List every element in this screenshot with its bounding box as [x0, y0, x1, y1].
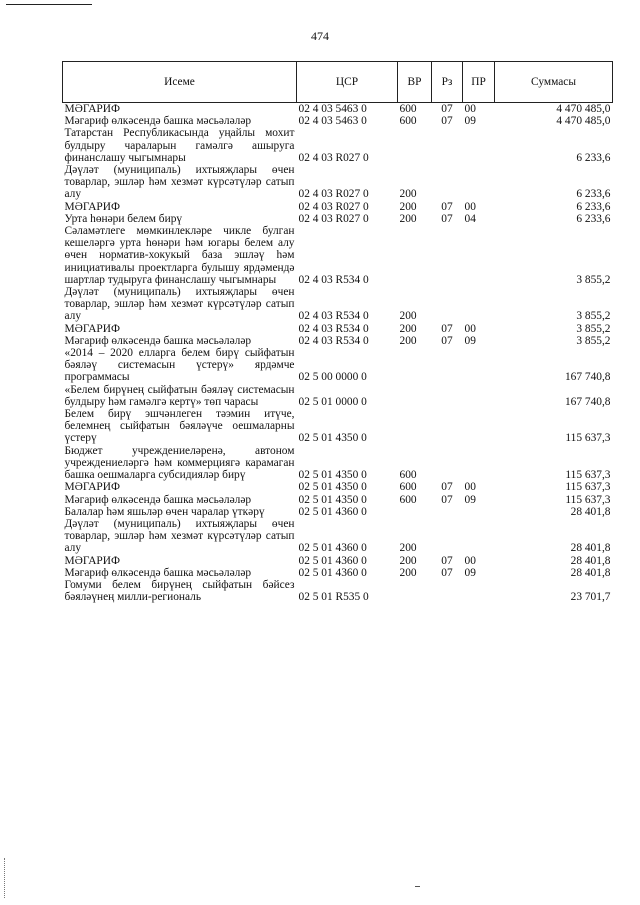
table-row [63, 127, 613, 164]
cell-vr [398, 408, 432, 445]
cell-pr [463, 286, 495, 323]
cell-rz: 07 [441, 200, 453, 213]
cell-pr [463, 164, 495, 201]
cell-pr: 09 [464, 115, 476, 128]
cell-csr: 02 5 01 0000 0 [298, 395, 367, 408]
cell-name: Дәүләт (муниципаль) ихтыяҗлары өчен товарлар, эшләр һәм хезмәт күрсәтүләр сатып алу [64, 164, 295, 201]
table-row [63, 579, 613, 603]
table-row [63, 445, 613, 482]
table-row [63, 213, 613, 225]
cell-vr [398, 127, 432, 164]
cell-pr [463, 384, 495, 408]
cell-pr: 00 [464, 554, 476, 567]
cell-vr [398, 506, 432, 518]
table-row [63, 506, 613, 518]
table-header-row [63, 62, 613, 103]
cell-pr: 00 [464, 200, 476, 213]
cell-rz [432, 579, 463, 603]
cell-rz: 07 [441, 334, 453, 347]
table-row [63, 555, 613, 567]
cell-name: Мәгариф өлкәсендә башка мәсьәләләр [64, 334, 252, 347]
cell-vr: 600 [399, 103, 417, 115]
cell-sum: 115 637,3 [565, 469, 611, 482]
cell-vr: 600 [399, 469, 417, 482]
cell-rz [432, 225, 463, 286]
cell-sum: 3 855,2 [576, 273, 611, 286]
cell-vr: 200 [399, 200, 417, 213]
cell-vr: 600 [399, 493, 417, 506]
cell-name: Мәгариф өлкәсендә башка мәсьәләләр [64, 115, 252, 128]
cell-csr: 02 4 03 R027 0 [298, 200, 369, 213]
cell-csr: 02 4 03 R027 0 [298, 188, 369, 201]
cell-vr: 200 [399, 188, 417, 201]
cell-vr: 200 [399, 334, 417, 347]
cell-sum: 28 401,8 [570, 566, 611, 579]
table-row [63, 164, 613, 201]
cell-rz [432, 127, 463, 164]
cell-csr: 02 5 01 R535 0 [298, 591, 369, 604]
table-row [63, 481, 613, 493]
cell-vr [398, 384, 432, 408]
page-number: 474 [311, 29, 329, 43]
cell-sum: 6 233,6 [576, 188, 611, 201]
cell-name: Урта һөнәри белем бирү [64, 212, 183, 225]
cell-vr: 600 [399, 115, 417, 128]
cell-name: Балалар һәм яшьләр өчен чаралар үткәрү [64, 505, 265, 518]
cell-rz [432, 506, 463, 518]
cell-pr [463, 579, 495, 603]
cell-csr: 02 4 03 R027 0 [298, 212, 369, 225]
margin-dots [4, 858, 5, 898]
cell-sum: 115 637,3 [565, 481, 611, 494]
cell-rz [432, 384, 463, 408]
cell-csr: 02 5 01 4350 0 [298, 493, 367, 506]
budget-table [62, 61, 613, 603]
header-name: Исеме [63, 62, 297, 103]
cell-rz: 07 [441, 481, 453, 494]
cell-sum: 6 233,6 [576, 151, 611, 164]
cell-name: МӘГАРИФ [64, 200, 120, 213]
cell-pr [463, 408, 495, 445]
cell-sum: 115 637,3 [565, 493, 611, 506]
table-row [63, 518, 613, 555]
cell-name: Сәламәтлеге мөмкинлекләре чикле булган кешеләргә урта һөнәри һәм югары белем алу өчен норматив-хокукый база эшләү һәм инициативалы проектларга булышу ярдәмендә шартлар тудыруга финанслашу чыгымнары [64, 225, 295, 286]
cell-sum: 4 470 485,0 [556, 115, 611, 128]
cell-pr [463, 225, 495, 286]
cell-sum: 23 701,7 [570, 591, 611, 604]
cell-csr: 02 5 01 4350 0 [298, 469, 367, 482]
cell-vr: 200 [399, 322, 417, 335]
cell-sum: 28 401,8 [570, 542, 611, 555]
header-sum: Суммасы [495, 62, 613, 103]
cell-pr [463, 127, 495, 164]
cell-csr: 02 5 01 4360 0 [298, 554, 367, 567]
cell-sum: 167 740,8 [564, 371, 611, 384]
cell-name: Мәгариф өлкәсендә башка мәсьәләләр [64, 493, 252, 506]
top-rule [6, 4, 92, 5]
cell-rz [432, 164, 463, 201]
table-row [63, 201, 613, 213]
table-row [63, 323, 613, 335]
cell-csr: 02 5 01 4360 0 [298, 542, 367, 555]
cell-csr: 02 4 03 R534 0 [298, 310, 369, 323]
cell-rz [432, 445, 463, 482]
cell-name: Белем бирү эшчәнлеген тәэмин итүче, белемнең сыйфатын бәяләүче оешмаларны үстерү [64, 408, 295, 445]
cell-name: МӘГАРИФ [64, 554, 120, 567]
table-row [63, 115, 613, 127]
cell-csr: 02 4 03 R534 0 [298, 322, 369, 335]
cell-vr: 200 [399, 566, 417, 579]
cell-sum: 28 401,8 [570, 554, 611, 567]
cell-rz: 07 [441, 554, 453, 567]
cell-name: «2014 – 2020 елларга белем бирү сыйфатын бәяләү системасын үстерү» ярдәмче программасы [64, 347, 295, 384]
cell-rz: 07 [441, 115, 453, 128]
cell-vr [398, 579, 432, 603]
cell-csr: 02 4 03 5463 0 [298, 103, 367, 115]
cell-csr: 02 5 00 0000 0 [298, 371, 367, 384]
table-row [63, 567, 613, 579]
cell-pr [463, 445, 495, 482]
cell-pr [463, 347, 495, 384]
table-row [63, 408, 613, 445]
cell-vr: 200 [399, 554, 417, 567]
cell-sum: 6 233,6 [576, 200, 611, 213]
cell-vr: 200 [399, 310, 417, 323]
cell-pr [463, 506, 495, 518]
cell-rz: 07 [441, 322, 453, 335]
cell-name: Дәүләт (муниципаль) ихтыяҗлары өчен товарлар, эшләр һәм хезмәт күрсәтүләр сатып алу [64, 517, 295, 555]
cell-rz: 07 [441, 103, 453, 115]
cell-name: «Белем бирүнең сыйфатын бәяләү системасын булдыру һәм гамәлгә кертү» төп чарасы [64, 383, 295, 408]
cell-vr: 200 [399, 542, 417, 555]
cell-pr: 09 [464, 566, 476, 579]
cell-name: Дәүләт (муниципаль) ихтыяҗлары өчен товарлар, эшләр һәм хезмәт күрсәтүләр сатып алу [64, 286, 295, 323]
cell-pr: 00 [464, 481, 476, 494]
cell-pr [463, 518, 495, 555]
cell-csr: 02 4 03 R534 0 [298, 334, 369, 347]
table-row [63, 225, 613, 286]
cell-pr: 04 [464, 212, 476, 225]
header-rz: Рз [432, 62, 463, 103]
cell-rz [432, 408, 463, 445]
bottom-mark [415, 886, 420, 887]
cell-csr: 02 5 01 4360 0 [298, 566, 367, 579]
cell-csr: 02 4 03 R534 0 [298, 273, 369, 286]
table-row [63, 347, 613, 384]
cell-csr: 02 4 03 R027 0 [298, 151, 369, 164]
cell-sum: 3 855,2 [576, 310, 611, 323]
cell-pr: 00 [464, 103, 476, 115]
cell-vr: 600 [399, 481, 417, 494]
cell-vr [398, 225, 432, 286]
cell-name: МӘГАРИФ [64, 103, 120, 115]
cell-rz: 07 [441, 566, 453, 579]
cell-name: Мәгариф өлкәсендә башка мәсьәләләр [64, 566, 252, 579]
cell-name: Бюджет учреждениеләренә, автоном учреждениеләргә һәм коммерциягә карамаган башка оешмаларга субсидияләр бирү [64, 444, 295, 482]
cell-sum: 3 855,2 [576, 334, 611, 347]
cell-pr: 00 [464, 322, 476, 335]
cell-sum: 6 233,6 [576, 212, 611, 225]
cell-name: МӘГАРИФ [64, 481, 120, 494]
cell-sum: 115 637,3 [565, 432, 611, 445]
cell-rz [432, 518, 463, 555]
cell-csr: 02 5 01 4350 0 [298, 432, 367, 445]
table-row [63, 384, 613, 408]
cell-rz: 07 [441, 212, 453, 225]
cell-csr: 02 5 01 4350 0 [298, 481, 367, 494]
cell-csr: 02 4 03 5463 0 [298, 115, 367, 128]
cell-rz: 07 [441, 493, 453, 506]
cell-csr: 02 5 01 4360 0 [298, 505, 367, 518]
cell-name: Гомуми белем бирүнең сыйфатын бәйсез бәяләүнең милли-региональ [64, 578, 295, 604]
cell-sum: 4 470 485,0 [556, 103, 611, 115]
cell-name: МӘГАРИФ [64, 322, 120, 335]
table-row [63, 335, 613, 347]
header-pr: ПР [463, 62, 495, 103]
cell-rz [432, 347, 463, 384]
cell-name: Татарстан Республикасында уңайлы мохит булдыру чараларын гамәлгә ашыруга финанслашу чыгымнары [64, 127, 295, 164]
header-csr: ЦСР [297, 62, 398, 103]
header-vr: ВР [398, 62, 432, 103]
table-row [63, 494, 613, 506]
cell-pr: 09 [464, 493, 476, 506]
cell-pr: 09 [464, 334, 476, 347]
table-row [63, 103, 613, 116]
table-row [63, 286, 613, 323]
table-body [63, 103, 613, 604]
cell-vr [398, 347, 432, 384]
cell-vr: 200 [399, 212, 417, 225]
cell-sum: 28 401,8 [570, 505, 611, 518]
cell-sum: 3 855,2 [576, 322, 611, 335]
cell-rz [432, 286, 463, 323]
cell-sum: 167 740,8 [564, 395, 611, 408]
